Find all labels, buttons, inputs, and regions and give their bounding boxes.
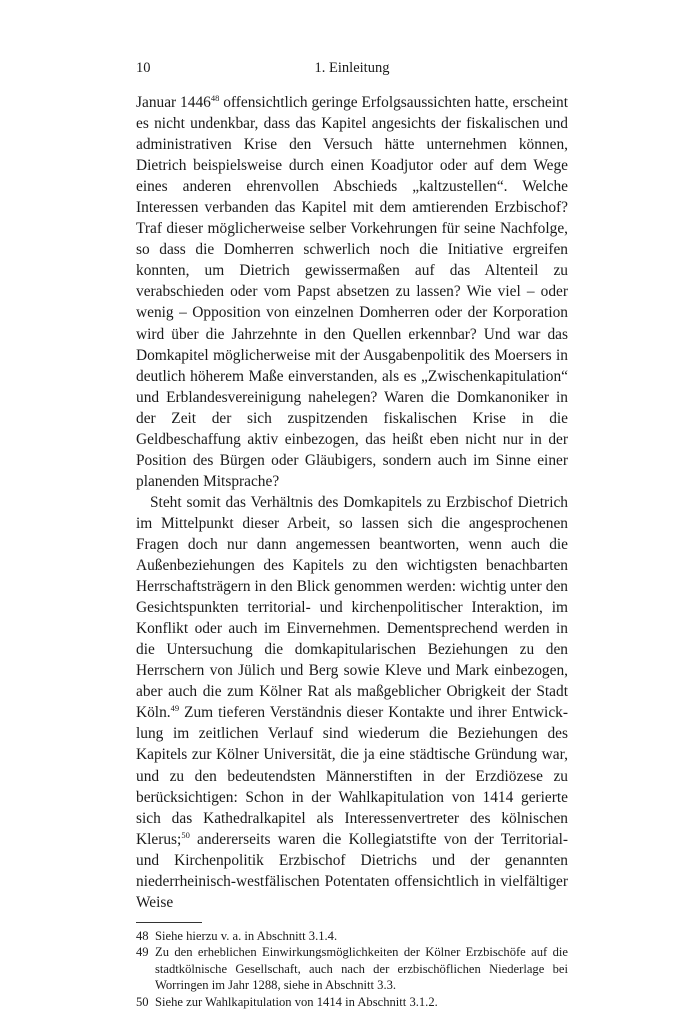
footnote-ref-50: 50 [181, 829, 190, 840]
footnote [136, 944, 568, 994]
paragraph [136, 492, 568, 913]
footnote-divider [136, 922, 202, 923]
running-header [136, 60, 568, 82]
body-text [136, 92, 568, 913]
text-run: offensichtlich geringe Erfolgsaussichten hatte, erscheint es nicht undenkbar, dass das Kapitel angesichts der fiskalischen und administrativen Krise den Versuch hätte unternehmen können, Dietrich beispielsweise durch einen Koadjutor oder auf dem Wege eines anderen ehrenvollen Abschieds „kaltzustellen“. Welche Interessen verbanden das Kapitel mit dem amtierenden Erzbischof? Traf dieser möglicherweise selber Vorkehrungen für seine Nachfolge, so dass die Domherren schwerlich noch die Initiative ergreifen konnten, um Dietrich gewissermaßen auf das Altenteil zu verabschieden oder vom Papst absetzen zu lassen? Wie viel – oder wenig – Opposition von einzelnen Domherren oder der Korporation wird über die Jahrzehnte in den Quellen erkennbar? Und war das Domkapitel möglicherweise mit der Ausgabenpolitik des Moersers in deutlich höherem Maße einverstanden, als es „Zwischenkapitulation“ und Erblandesvereinigung nahelegen? Waren die Domkanoniker in der Zeit der sich zuspitzenden fiskalischen Krise in die Geldbeschaffung aktiv einbezogen, das heißt eben nicht nur in der Position des Bürgen oder Gläubigers, sondern auch im Sinne einer planenden Mitsprache? [136, 94, 568, 490]
footnote-number: 50 [136, 994, 149, 1009]
chapter-title: 1. Einleitung [314, 60, 390, 76]
footnote-ref-49: 49 [170, 703, 180, 714]
text-run: Januar 1446 [136, 94, 211, 111]
footnote-number: 49 [136, 945, 149, 960]
footnote-number: 48 [136, 928, 149, 943]
footnote [136, 928, 568, 945]
text-run: andererseits waren die Kollegiatstifte von der Territorial- und Kirchenpolitik Erzbischof Dietrichs und der genannten niederrheinisch-westfälischen Potentaten offensichtlich in vielfältiger Weise [136, 830, 568, 911]
text-run: Zum tieferen Verständnis dieser Kontakte und ihrer Entwicklung im zeitlichen Verlauf sind wiederum die Beziehungen des Kapitels zur Kölner Universität, die ja eine städtische Gründung war, und zu den bedeutendsten Männerstiften in der Erzdiözese zu berücksichtigen: Schon in der Wahlkapitulation von 1414 gerierte sich das Kathedralkapitel als Interessenvertreter des kölnischen Klerus; [136, 704, 568, 848]
footnote-text: Siehe zur Wahlkapitulation von 1414 in Abschnitt 3.1.2. [155, 994, 438, 1009]
page-number: 10 [136, 60, 151, 76]
footnote-text: Zu den erheblichen Einwirkungsmöglichkeiten der Kölner Erzbischöfe auf die stadtkölnische Gesellschaft, auch nach der erzbischöflichen Niederlage bei Worringen im Jahr 1288, siehe in Abschnitt 3.3. [155, 945, 568, 993]
footnote-ref-48: 48 [210, 93, 220, 103]
book-page [136, 60, 568, 1010]
footnotes [136, 928, 568, 1010]
text-run: Steht somit das Verhältnis des Domkapitels zu Erzbischof Dietrich im Mittelpunkt dieser Arbeit, so lassen sich die angesprochenen Fragen doch nur dann angemessen beantworten, wenn auch die Außenbeziehungen des Kapitels zu den wichtigsten benachbarten Herrschaftsträgern in den Blick genommen werden: wichtig unter den Gesichtspunkten territorial- und kirchenpolitischer Interaktion, im Konflikt oder auch im Einvernehmen. Dementsprechend werden in die Untersuchung die domkapitularischen Beziehungen zu den Herrschern von Jülich und Berg sowie Kleve und Mark einbezogen, aber auch die zum Kölner Rat als maßgeblicher Obrigkeit der Stadt Köln. [136, 493, 568, 722]
paragraph [136, 92, 568, 492]
footnote-text: Siehe hierzu v. a. in Abschnitt 3.1.4. [155, 928, 338, 943]
footnote [136, 994, 568, 1010]
